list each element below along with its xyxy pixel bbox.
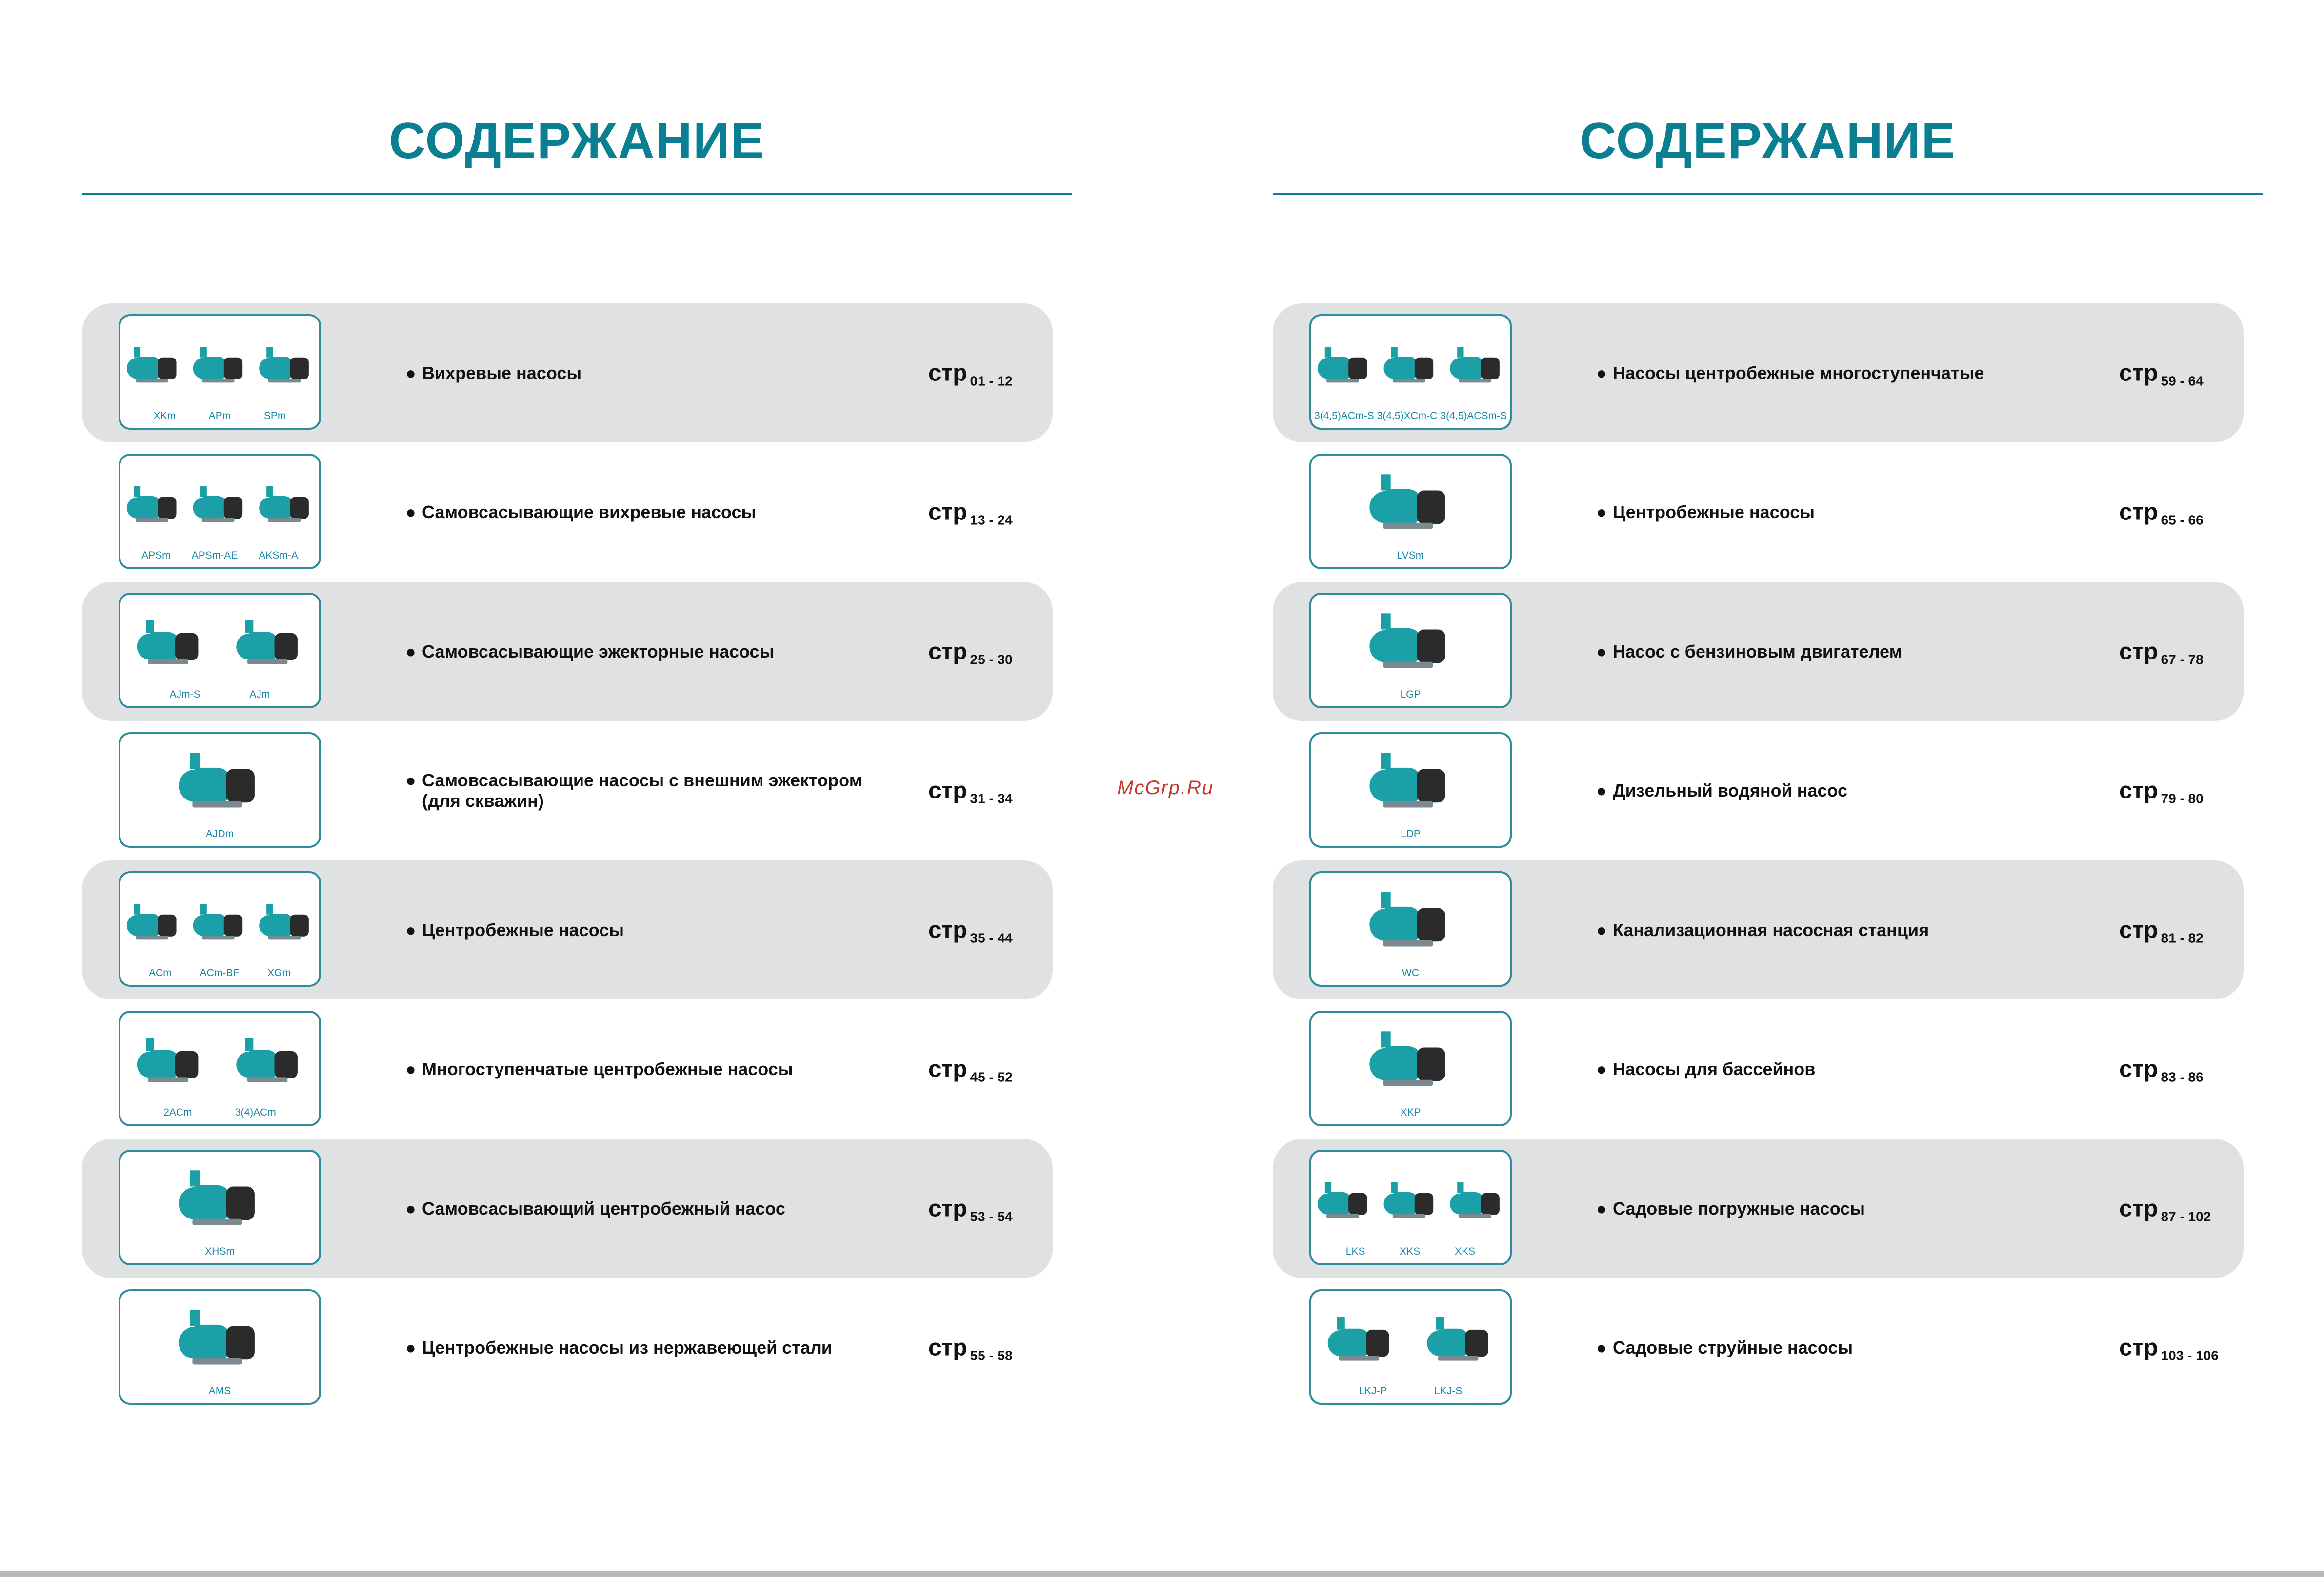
- page-reference: [2119, 778, 2204, 804]
- pump-illustration: [1311, 1152, 1510, 1244]
- product-thumbnail: [119, 732, 321, 848]
- bullet-icon: ●: [405, 770, 416, 790]
- toc-entry-title: Центробежные насосы: [422, 919, 624, 940]
- page-prefix: стр: [2119, 1196, 2158, 1221]
- model-code: SPm: [263, 410, 286, 421]
- pump-illustration: [1311, 595, 1510, 687]
- page-prefix: стр: [2119, 639, 2158, 664]
- bullet-icon: ●: [1596, 1059, 1607, 1079]
- toc-entry-title: Насосы центробежные многоступенчатые: [1613, 362, 1984, 383]
- toc-entry[interactable]: [82, 860, 1053, 999]
- bullet-icon: ●: [405, 1059, 416, 1079]
- left-page: [82, 0, 1077, 1577]
- toc-entry-title: Самовсасывающий центробежный насос: [422, 1198, 785, 1218]
- toc-entry-title: Центробежные насосы из нержавеющей стали: [422, 1337, 832, 1357]
- pump-icon: [1369, 892, 1445, 946]
- toc-entry-title: Самовсасывающие вихревые насосы: [422, 502, 757, 522]
- toc-entry-title: Садовые погружные насосы: [1613, 1198, 1865, 1218]
- pump-icon: [1427, 1317, 1488, 1361]
- page-range: 59 - 64: [2161, 373, 2204, 388]
- model-code: AJm: [249, 689, 270, 700]
- page-prefix: стр: [928, 360, 967, 386]
- pump-icon: [137, 620, 199, 664]
- toc-entry-label: [1596, 1198, 2140, 1219]
- page-prefix: стр: [928, 639, 967, 664]
- page-reference: [928, 917, 1013, 943]
- model-code: 3(4,5)ACSm-S: [1440, 410, 1507, 421]
- page-reference: [928, 778, 1013, 804]
- bullet-icon: ●: [1596, 1198, 1607, 1218]
- product-thumbnail: [119, 871, 321, 987]
- toc-entry-label: [1596, 780, 2140, 801]
- model-code: LKJ-S: [1434, 1385, 1463, 1397]
- bottom-strip: [0, 1571, 2324, 1577]
- product-thumbnail: [1309, 314, 1512, 430]
- toc-entry[interactable]: [82, 1278, 1053, 1417]
- page-reference: [2119, 499, 2204, 526]
- pump-illustration: [120, 595, 319, 687]
- page-prefix: стр: [928, 778, 967, 804]
- model-code: LKS: [1345, 1246, 1365, 1257]
- page-range: 31 - 34: [970, 791, 1013, 806]
- toc-entry-label: [405, 641, 949, 662]
- page-prefix: стр: [2119, 360, 2158, 386]
- pump-icon: [1383, 1182, 1433, 1218]
- pump-icon: [1369, 474, 1445, 529]
- pump-icon: [179, 1310, 255, 1364]
- pump-icon: [1318, 1182, 1367, 1218]
- pump-illustration: [1311, 456, 1510, 548]
- pump-illustration: [120, 1013, 319, 1105]
- toc-entry[interactable]: [1273, 1278, 2244, 1417]
- page-prefix: стр: [2119, 499, 2158, 525]
- toc-entry[interactable]: [1273, 1139, 2244, 1278]
- product-thumbnail: [1309, 871, 1512, 987]
- pump-icon: [179, 1170, 255, 1225]
- model-code: 3(4,5)XCm-C: [1377, 410, 1438, 421]
- pump-illustration: [120, 873, 319, 966]
- title-rule: [82, 193, 1072, 195]
- product-thumbnail: [119, 1011, 321, 1126]
- pump-icon: [1450, 1182, 1500, 1218]
- page-reference: [2119, 1056, 2204, 1083]
- product-thumbnail: [1309, 1011, 1512, 1126]
- page-reference: [928, 638, 1013, 665]
- product-thumbnail: [119, 454, 321, 569]
- page-range: 55 - 58: [970, 1348, 1013, 1363]
- model-code: APm: [208, 410, 231, 421]
- model-code: XKS: [1400, 1246, 1421, 1257]
- toc-entry-label: [405, 363, 949, 383]
- toc-entry-label: [1596, 641, 2140, 662]
- product-thumbnail: [1309, 454, 1512, 569]
- page-prefix: стр: [928, 1335, 967, 1361]
- model-code: LKJ-P: [1359, 1385, 1387, 1397]
- bullet-icon: ●: [1596, 362, 1607, 383]
- bullet-icon: ●: [405, 641, 416, 661]
- page-range: 01 - 12: [970, 373, 1013, 388]
- page-reference: [2119, 638, 2204, 665]
- pump-illustration: [120, 734, 319, 827]
- model-code: 3(4,5)ACm-S: [1314, 410, 1374, 421]
- model-code: XHSm: [205, 1246, 235, 1257]
- bullet-icon: ●: [1596, 641, 1607, 661]
- model-code: APSm-AE: [191, 549, 238, 561]
- toc-entry-title: Самовсасывающие эжекторные насосы: [422, 641, 775, 661]
- model-code: LVSm: [1397, 549, 1424, 561]
- model-code: AJm-S: [169, 689, 200, 700]
- toc-entry[interactable]: [1273, 860, 2244, 999]
- toc-entry-title: Канализационная насосная станция: [1613, 919, 1929, 940]
- pump-icon: [1369, 1031, 1445, 1086]
- page-prefix: стр: [2119, 1335, 2158, 1361]
- model-code: 3(4)ACm: [235, 1106, 276, 1118]
- pump-icon: [193, 486, 242, 522]
- page-prefix: стр: [928, 1196, 967, 1221]
- pump-icon: [1383, 347, 1433, 382]
- toc-entry-label: [1596, 920, 2140, 940]
- pump-icon: [259, 904, 309, 939]
- page-range: 103 - 106: [2161, 1348, 2219, 1363]
- toc-entry-title: Центробежные насосы: [1613, 502, 1815, 522]
- toc-entry-title: Насосы для бассейнов: [1613, 1059, 1816, 1079]
- pump-illustration: [120, 456, 319, 548]
- pump-icon: [1328, 1317, 1389, 1361]
- model-code: XKS: [1455, 1246, 1476, 1257]
- model-code: ACm: [148, 967, 172, 978]
- pump-icon: [1369, 753, 1445, 807]
- product-thumbnail: [1309, 1150, 1512, 1265]
- pump-icon: [179, 753, 255, 807]
- model-code: ACm-BF: [200, 967, 240, 978]
- model-code: LGP: [1400, 689, 1421, 700]
- page-range: 53 - 54: [970, 1209, 1013, 1224]
- page-reference: [928, 1056, 1013, 1083]
- toc-entry[interactable]: [1273, 303, 2244, 442]
- toc-entry-label: [405, 502, 949, 522]
- page-range: 83 - 86: [2161, 1069, 2204, 1085]
- pump-icon: [1369, 613, 1445, 668]
- page-range: 25 - 30: [970, 652, 1013, 667]
- toc-entry-label: [1596, 363, 2140, 383]
- bullet-icon: ●: [405, 362, 416, 383]
- toc-entry-label: [405, 1059, 949, 1079]
- page-range: 35 - 44: [970, 930, 1013, 945]
- page-range: 65 - 66: [2161, 512, 2204, 528]
- page-range: 13 - 24: [970, 512, 1013, 528]
- page-prefix: стр: [2119, 917, 2158, 943]
- pump-icon: [236, 1038, 298, 1082]
- page-title: СОДЕРЖАНИЕ: [1580, 113, 1956, 169]
- product-thumbnail: [1309, 1289, 1512, 1405]
- toc-entry[interactable]: [82, 582, 1053, 721]
- toc-entry-label: [405, 770, 949, 811]
- toc-entry-title: Садовые струйные насосы: [1613, 1337, 1853, 1357]
- toc-entry[interactable]: [1273, 582, 2244, 721]
- product-thumbnail: [119, 1150, 321, 1265]
- model-code: 2ACm: [163, 1106, 192, 1118]
- page-range: 67 - 78: [2161, 652, 2204, 667]
- right-page: [1273, 0, 2268, 1577]
- pump-illustration: [1311, 316, 1510, 409]
- toc-entry[interactable]: [1273, 443, 2244, 582]
- page-prefix: стр: [928, 917, 967, 943]
- page-range: 79 - 80: [2161, 791, 2204, 806]
- product-thumbnail: [1309, 593, 1512, 708]
- toc-entry-title: Самовсасывающие насосы с внешним эжектором (для скважин): [422, 770, 862, 811]
- pump-icon: [1318, 347, 1367, 382]
- model-code: AMS: [208, 1385, 231, 1397]
- toc-entry-label: [1596, 1059, 2140, 1079]
- toc-entry-title: Дизельный водяной насос: [1613, 780, 1848, 800]
- toc-entry[interactable]: [82, 1139, 1053, 1278]
- model-code: APSm: [141, 549, 171, 561]
- page-title: СОДЕРЖАНИЕ: [389, 113, 765, 169]
- page-reference: [2119, 359, 2204, 386]
- toc-entry-title: Вихревые насосы: [422, 362, 582, 383]
- watermark: McGrp.Ru: [1117, 777, 1214, 798]
- bullet-icon: ●: [405, 1198, 416, 1218]
- page-reference: [928, 1195, 1013, 1222]
- toc-entry-title: Насос с бензиновым двигателем: [1613, 641, 1903, 661]
- toc-entry[interactable]: [82, 1000, 1053, 1139]
- pump-icon: [193, 347, 242, 382]
- page-prefix: стр: [2119, 778, 2158, 804]
- bullet-icon: ●: [1596, 919, 1607, 940]
- bullet-icon: ●: [1596, 502, 1607, 522]
- product-thumbnail: [119, 1289, 321, 1405]
- bullet-icon: ●: [405, 919, 416, 940]
- pump-icon: [259, 486, 309, 522]
- page-range: 87 - 102: [2161, 1209, 2211, 1224]
- pump-icon: [193, 904, 242, 939]
- model-code: XKP: [1400, 1106, 1421, 1118]
- model-code: LDP: [1401, 828, 1421, 839]
- model-code: WC: [1402, 967, 1419, 978]
- page-range: 81 - 82: [2161, 930, 2204, 945]
- pump-illustration: [1311, 1013, 1510, 1105]
- pump-illustration: [120, 1291, 319, 1384]
- page-prefix: стр: [928, 499, 967, 525]
- pump-icon: [127, 904, 177, 939]
- page-prefix: стр: [2119, 1056, 2158, 1082]
- page-reference: [928, 1335, 1013, 1361]
- product-thumbnail: [119, 314, 321, 430]
- model-code: AJDm: [205, 828, 234, 839]
- pump-icon: [127, 347, 177, 382]
- pump-icon: [1450, 347, 1500, 382]
- pump-illustration: [1311, 1291, 1510, 1384]
- pump-illustration: [120, 1152, 319, 1244]
- pump-illustration: [120, 316, 319, 409]
- toc-entry[interactable]: [1273, 1000, 2244, 1139]
- bullet-icon: ●: [1596, 780, 1607, 800]
- pump-icon: [127, 486, 177, 522]
- pump-icon: [236, 620, 298, 664]
- page-reference: [928, 499, 1013, 526]
- toc-entry[interactable]: [82, 443, 1053, 582]
- toc-entry-label: [1596, 502, 2140, 522]
- title-rule: [1273, 193, 2263, 195]
- page-reference: [928, 359, 1013, 386]
- toc-entry-label: [405, 1337, 949, 1358]
- toc-entry-label: [405, 1198, 949, 1219]
- toc-entry-label: [405, 920, 949, 940]
- product-thumbnail: [119, 593, 321, 708]
- model-code: XKm: [153, 410, 176, 421]
- toc-entry[interactable]: [82, 303, 1053, 442]
- pump-icon: [137, 1038, 199, 1082]
- pump-illustration: [1311, 873, 1510, 966]
- toc-entry-label: [1596, 1337, 2140, 1358]
- page-range: 45 - 52: [970, 1069, 1013, 1085]
- page-reference: [2119, 1335, 2219, 1361]
- toc-entry-title: Многоступенчатые центробежные насосы: [422, 1059, 793, 1079]
- page-prefix: стр: [928, 1056, 967, 1082]
- page-reference: [2119, 1195, 2211, 1222]
- pump-icon: [259, 347, 309, 382]
- bullet-icon: ●: [405, 502, 416, 522]
- model-code: XGm: [267, 967, 291, 978]
- product-thumbnail: [1309, 732, 1512, 848]
- toc-entry[interactable]: [1273, 721, 2244, 860]
- bullet-icon: ●: [1596, 1337, 1607, 1357]
- page-reference: [2119, 917, 2204, 943]
- model-code: AKSm-A: [259, 549, 298, 561]
- toc-entry[interactable]: [82, 721, 1053, 860]
- pump-illustration: [1311, 734, 1510, 827]
- bullet-icon: ●: [405, 1337, 416, 1357]
